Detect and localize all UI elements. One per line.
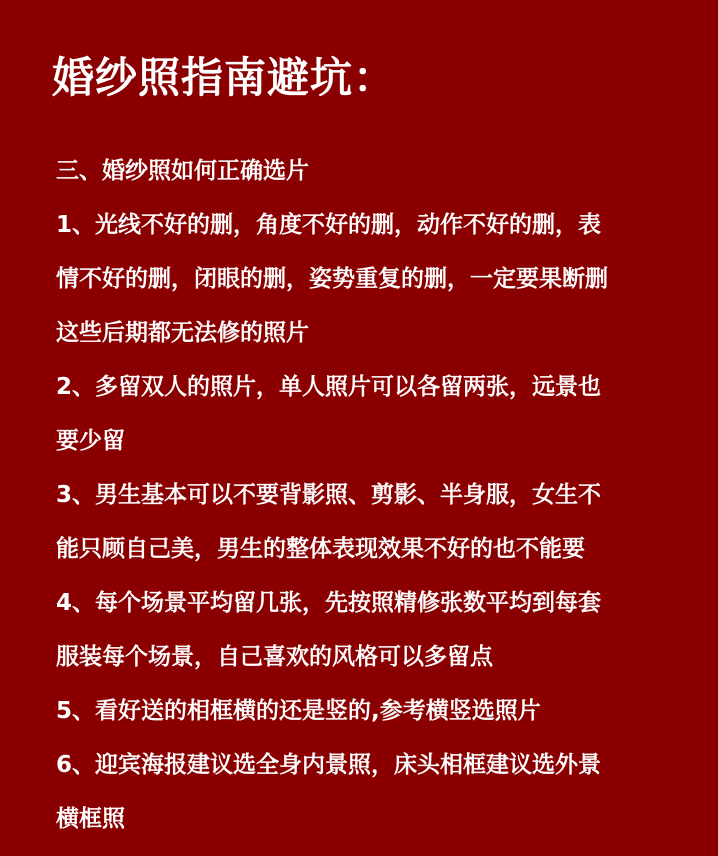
guide-line-5: 要少留 [56,428,125,454]
guide-line-3: 这些后期都无法修的照片 [56,320,309,346]
guide-content [56,144,676,846]
guide-line-8: 4、每个场景平均留几张，先按照精修张数平均到每套 [56,590,602,616]
page-title: 婚纱照指南避坑： [52,53,397,102]
guide-line-10: 5、看好送的相框横的还是竖的,参考横竖选照片 [56,698,541,724]
section-heading: 三、婚纱照如何正确选片 [56,158,309,184]
guide-line-4: 2、多留双人的照片，单人照片可以各留两张，远景也 [56,374,602,400]
guide-line-11: 6、迎宾海报建议选全身内景照，床头相框建议选外景 [56,752,602,778]
guide-line-2: 情不好的删，闭眼的删，姿势重复的删，一定要果断删 [56,266,608,292]
guide-line-12: 横框照 [56,806,125,832]
guide-line-6: 3、男生基本可以不要背影照、剪影、半身服，女生不 [56,482,602,508]
guide-line-7: 能只顾自己美，男生的整体表现效果不好的也不能要 [56,536,585,562]
guide-line-1: 1、光线不好的删，角度不好的删，动作不好的删，表 [56,212,602,238]
guide-line-9: 服装每个场景，自己喜欢的风格可以多留点 [56,644,493,670]
